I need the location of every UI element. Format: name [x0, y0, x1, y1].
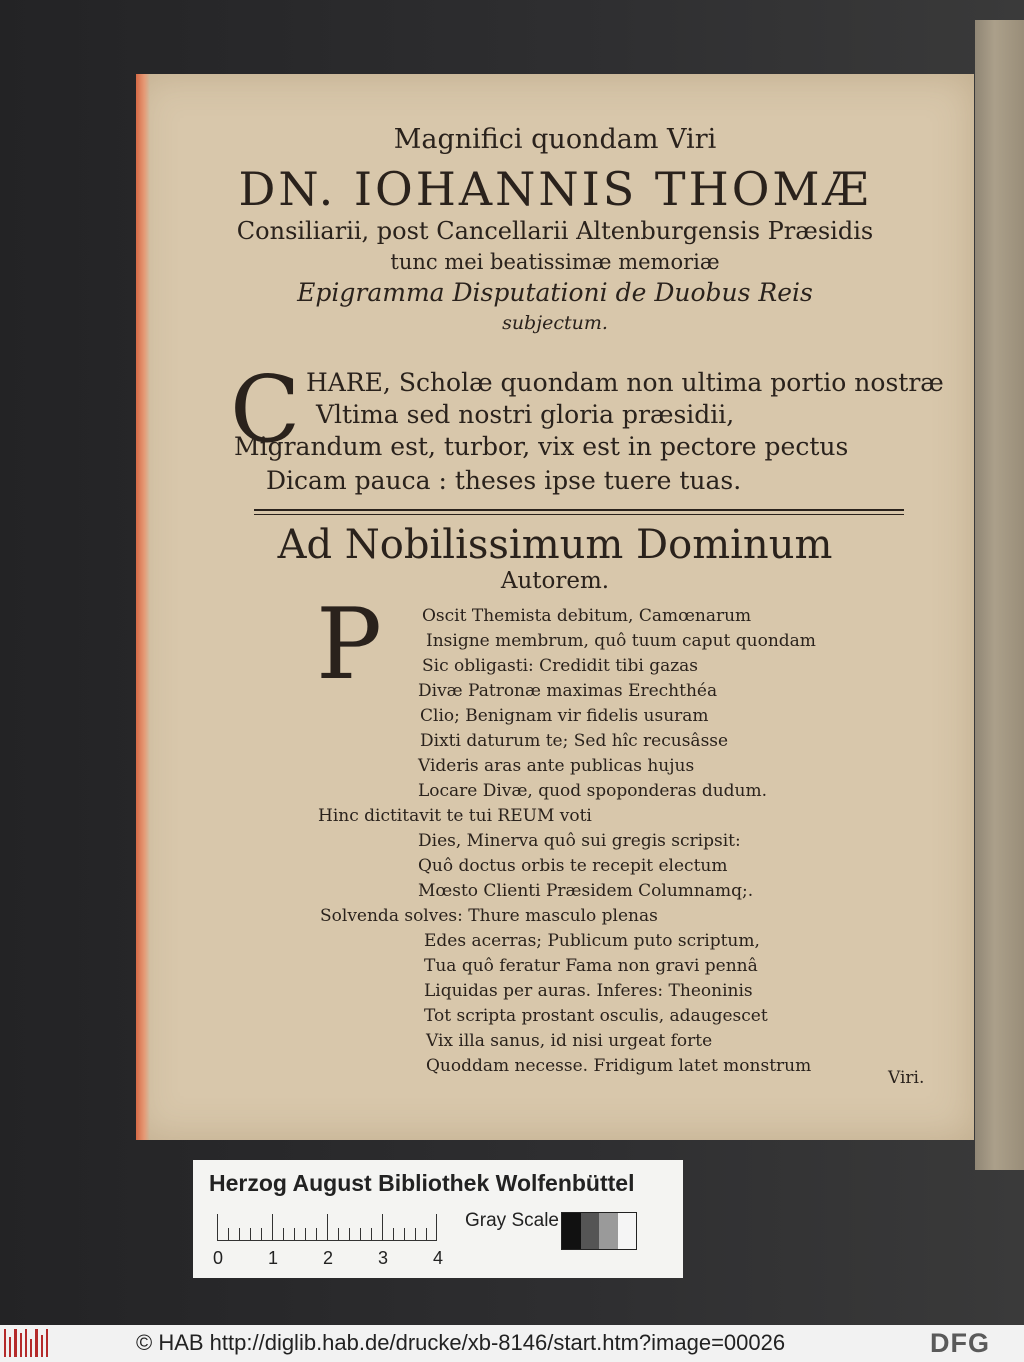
poem-dropcap: P	[316, 588, 382, 702]
adjacent-page-edge	[975, 20, 1024, 1170]
epigram-line: Migrandum est, turbor, vix est in pectore pectus	[234, 432, 849, 461]
library-scale-label	[193, 1160, 683, 1278]
title-name: DN. IOHANNIS THOMÆ	[238, 162, 872, 216]
poem-line: Solvenda solves: Thure masculo plenas	[320, 906, 658, 926]
poem-line: Divæ Patronæ maximas Erechthéa	[418, 681, 718, 701]
institution-name: Herzog August Bibliothek Wolfenbüttel	[209, 1170, 635, 1196]
footer-bar	[0, 1325, 1024, 1362]
poem-line: Edes acerras; Publicum puto scriptum,	[424, 931, 760, 951]
ruler-numbers	[209, 1248, 449, 1270]
dedication-heading: Ad Nobilissimum Dominum	[277, 522, 833, 568]
epigram-line: HARE, Scholæ quondam non ultima portio nostræ	[306, 368, 944, 397]
poem-line: Mœsto Clienti Præsidem Columnamq;.	[418, 881, 754, 901]
epigram-line: Dicam pauca : theses ipse tuere tuas.	[266, 466, 742, 495]
ruler-number: 3	[378, 1248, 389, 1268]
poem-line: Dixti daturum te; Sed hîc recusâsse	[420, 731, 729, 751]
ruler-number: 4	[433, 1248, 444, 1268]
hab-logo-icon	[4, 1329, 48, 1357]
poem-line: Hinc dictitavit te tui REUM voti	[318, 806, 592, 826]
epigram-line: Vltima sed nostri gloria præsidii,	[316, 400, 735, 429]
poem-line: Tua quô feratur Fama non gravi pennâ	[424, 956, 758, 976]
poem-line: Insigne membrum, quô tuum caput quondam	[426, 631, 816, 651]
ruler-number: 2	[323, 1248, 334, 1268]
title-line-6: subjectum.	[502, 312, 608, 334]
title-line-4: tunc mei beatissimæ memoriæ	[390, 250, 720, 274]
title-line-3: Consiliarii, post Cancellarii Altenburgensis Præsidis	[236, 217, 874, 245]
swatch-gray	[599, 1213, 618, 1249]
swatch-black	[562, 1213, 581, 1249]
epigram-dropcap: C	[230, 356, 301, 463]
poem-line: Tot scripta prostant osculis, adaugescet	[424, 1006, 768, 1026]
swatch-white	[618, 1213, 637, 1249]
divider-rule-thin	[254, 514, 904, 515]
footer-copyright-link[interactable]: © HAB http://diglib.hab.de/drucke/xb-8146/start.htm?image=00026	[136, 1330, 786, 1355]
poem-line: Clio; Benignam vir fidelis usuram	[420, 706, 709, 726]
poem-line: Videris aras ante publicas hujus	[418, 756, 695, 776]
ruler-number: 0	[213, 1248, 224, 1268]
poem-line: Dies, Minerva quô sui gregis scripsit:	[418, 831, 741, 851]
poem-line: Sic obligasti: Credidit tibi gazas	[422, 656, 699, 676]
poem-line: Liquidas per auras. Inferes: Theoninis	[424, 981, 753, 1001]
divider-rule	[254, 509, 904, 511]
poem-line: Locare Divæ, quod spoponderas dudum.	[418, 781, 768, 801]
poem-line: Quô doctus orbis te recepit electum	[418, 856, 728, 876]
catchword: Viri.	[888, 1068, 925, 1088]
poem-line: Vix illa sanus, id nisi urgeat forte	[426, 1031, 713, 1051]
poem-line: Oscit Themista debitum, Camœnarum	[422, 606, 752, 626]
dedication-subheading: Autorem.	[500, 568, 610, 594]
ruler-number: 1	[268, 1248, 279, 1268]
title-line-1: Magnifici quondam Viri	[393, 124, 717, 155]
document-page	[136, 74, 974, 1140]
title-line-5: Epigramma Disputationi de Duobus Reis	[297, 278, 813, 307]
gray-scale-label: Gray Scale	[465, 1210, 559, 1231]
swatch-dark-gray	[581, 1213, 600, 1249]
measurement-ruler	[217, 1214, 437, 1241]
dfg-logo: DFG	[930, 1328, 990, 1358]
gray-scale-swatches	[561, 1212, 637, 1250]
poem-line: Quoddam necesse. Fridigum latet monstrum	[426, 1056, 812, 1076]
